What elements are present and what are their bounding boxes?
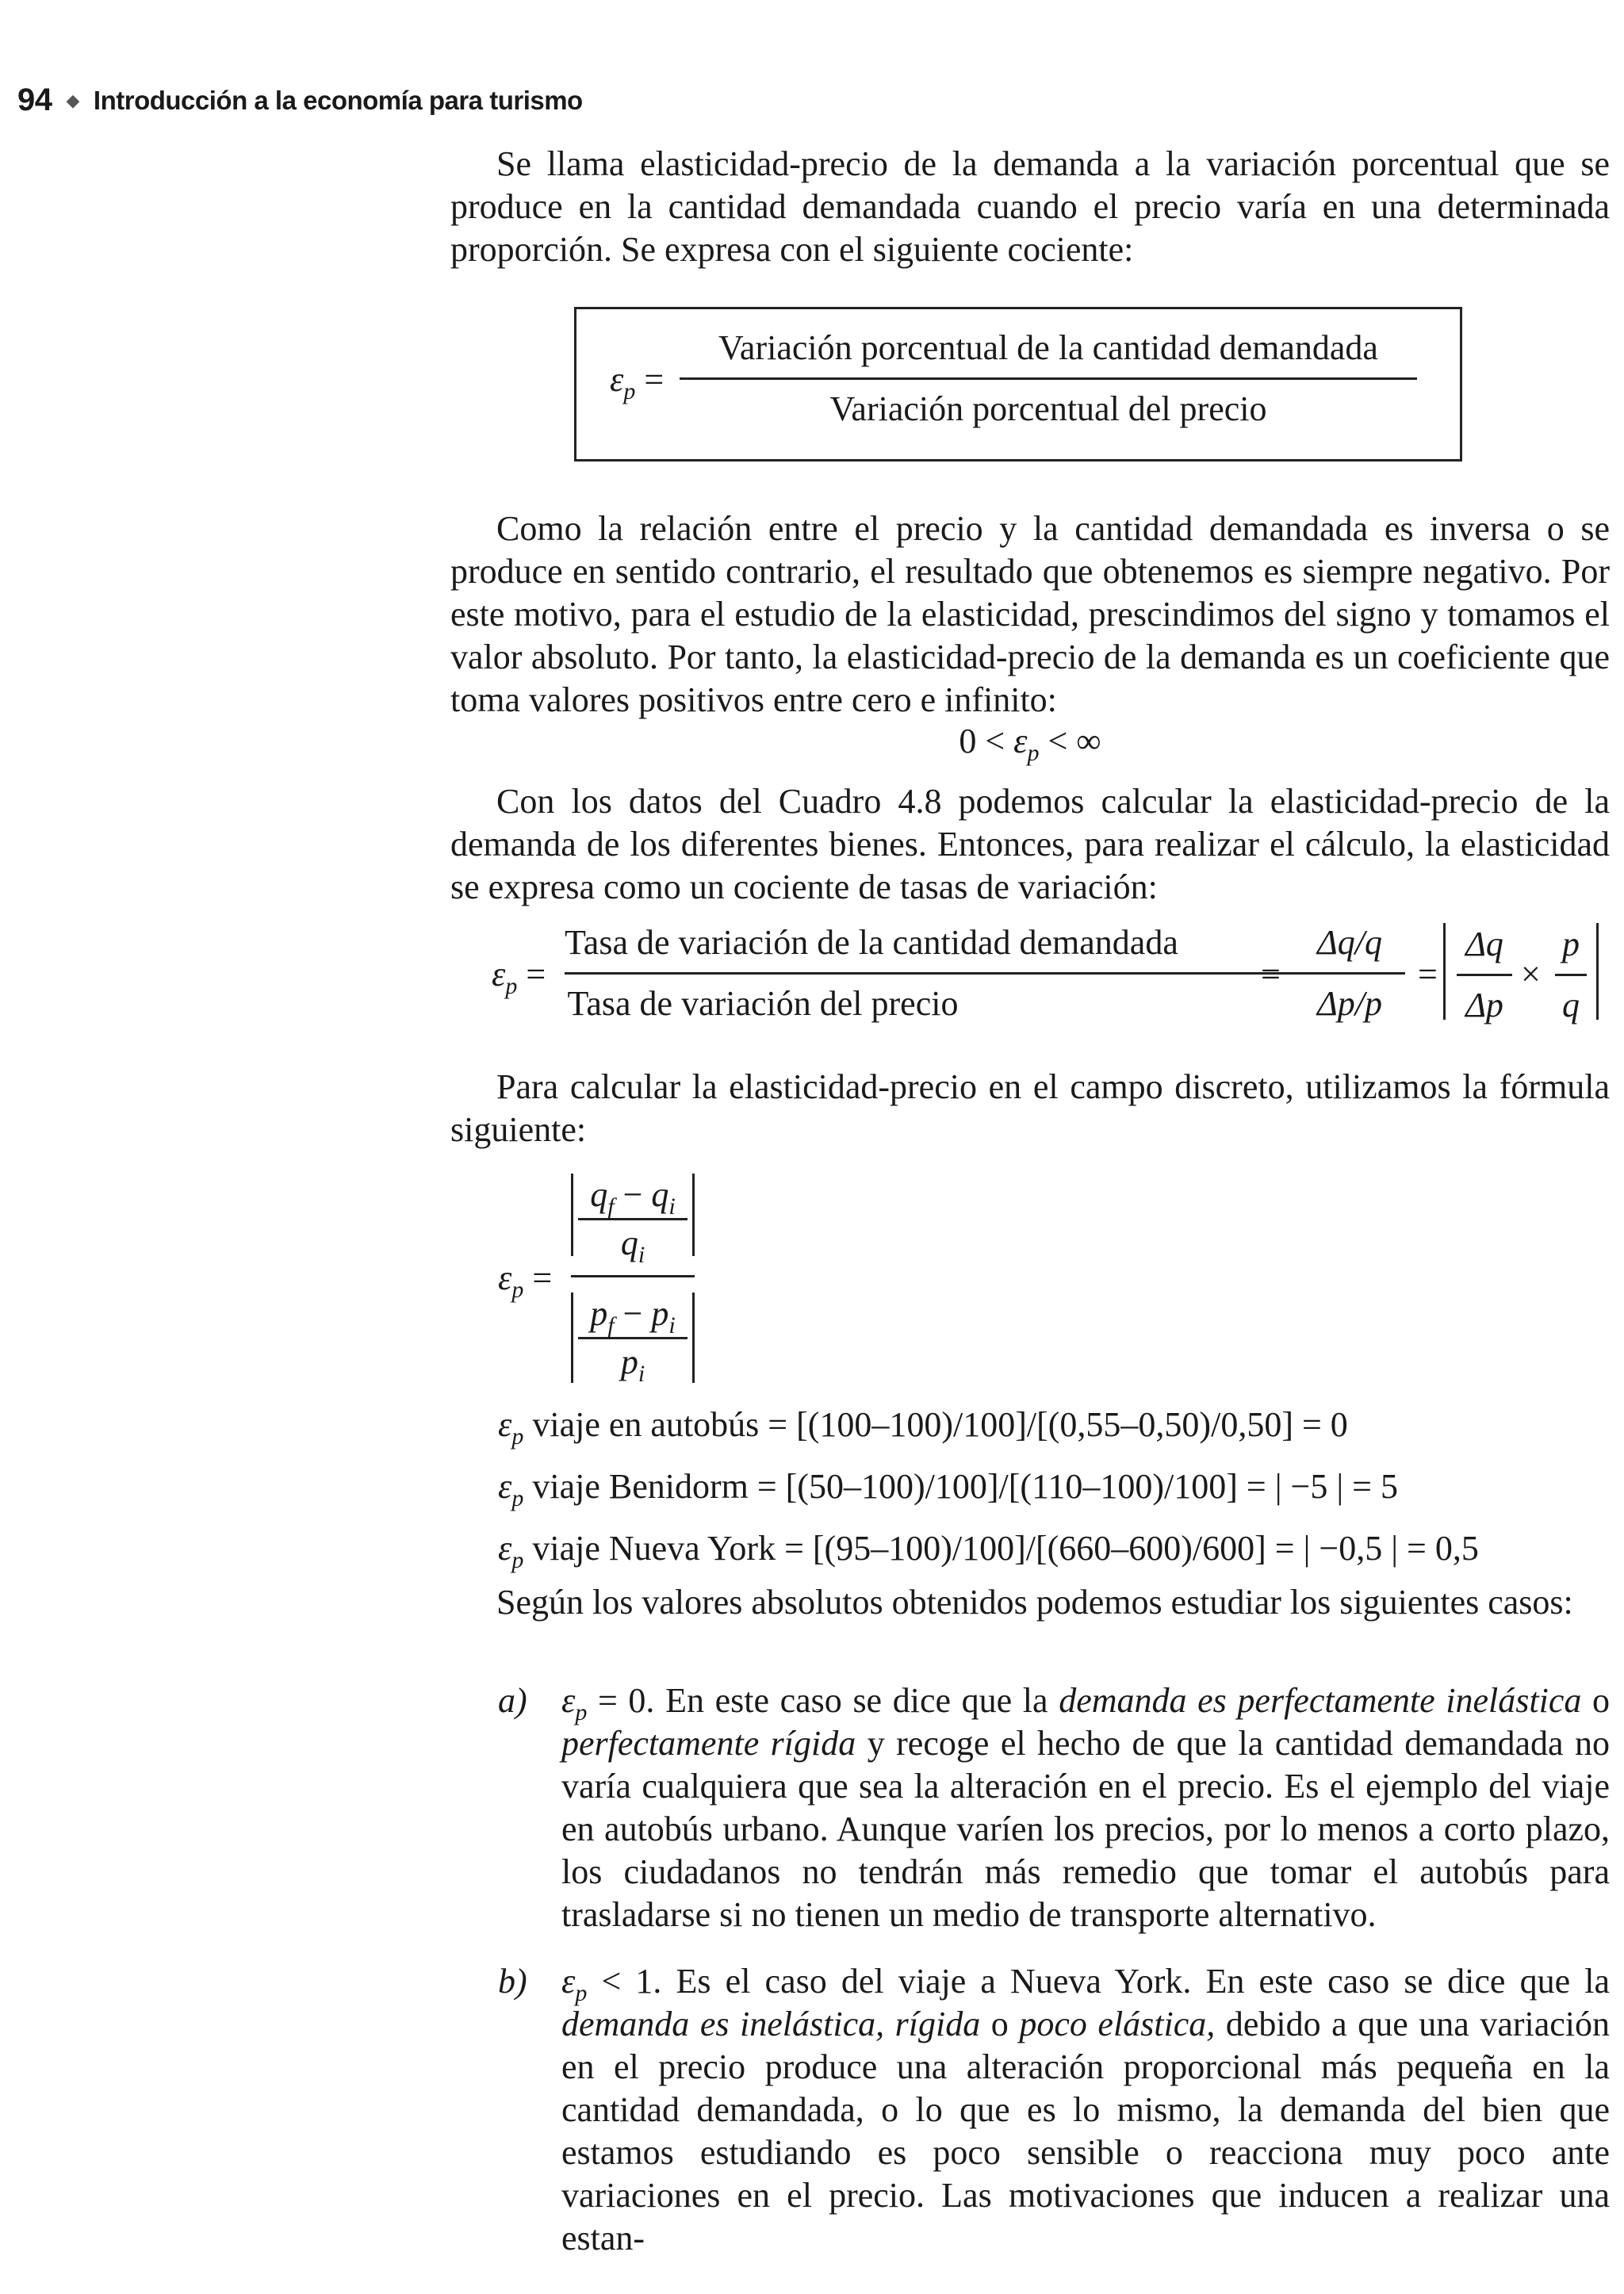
formula-box (574, 307, 1462, 461)
running-header (17, 82, 583, 118)
paragraph-text: Para calcular la elasticidad-precio en el campo discreto, utilizamos la fórmula siguiente: (450, 1067, 1610, 1149)
list-item: a) $\varepsilon_p = 0$. En este caso se dice que la demanda es perfectamente inelástica o perfectamente rígida y recoge el hecho de que la cantidad demandada no varía cualquiera que sea la alteración en el precio. Es el ejemplo del viaje en autobús urbano. Aunque varíen los precios, por lo menos a corto plazo, los ciudadanos no tendrán más remedio que tomar el autobús para trasladarse si no tienen un medio de transporte alternativo. (498, 1681, 1611, 1934)
calculations (498, 1404, 1608, 1573)
dq-over-dp: Δq/q Δp/p (1294, 921, 1405, 1025)
paragraph-cases (450, 1581, 1610, 1624)
paragraph-text: Como la relación entre el precio y la cantidad demandada es inversa o se produce en sentido contrario, el resultado que obtenemos es siempre negativo. Por este motivo, para el estudio de la elasticidad, prescindimos del signo y tomamos el valor absoluto. Por tanto, la elasticidad-precio de la demanda es un coeficiente que toma valores positivos entre cero e infinito: (450, 509, 1610, 719)
page-number: 94 (17, 82, 52, 117)
diamond-icon: ◆ (66, 90, 79, 110)
book-title: Introducción a la economía para turismo (93, 85, 583, 115)
case-list (498, 1679, 1610, 2260)
paragraph-text: Con los datos del Cuadro 4.8 podemos calcular la elasticidad-precio de la demanda de los diferentes bienes. Entonces, para realizar el cálculo, la elasticidad se expresa como un cociente de tasas de variación: (450, 782, 1610, 906)
paragraph-text: Según los valores absolutos obtenidos podemos estudiar los siguientes casos: (496, 1583, 1573, 1622)
calc-benidorm: $\varepsilon_p$ viaje Benidorm = [(50–100)/100]/[(110–100)/100] = | −5 | = 5 (498, 1467, 1398, 1511)
paragraph-text: Se llama elasticidad-precio de la demanda a la variación porcentual que se produce en la cantidad demandada cuando el precio varía en una determinada proporción. Se expresa con el siguiente cociente: (450, 144, 1610, 269)
paragraph-rates (450, 780, 1610, 909)
quantity-abs: $q_f - q_i$ $q_i$ (571, 1174, 695, 1256)
range-expression: $0 < \varepsilon_p$ < ∞ (959, 722, 1101, 766)
rates-fraction: Tasa de variación de la cantidad demandada Tasa de variación del precio (565, 921, 961, 1025)
formula-discrete: $\varepsilon_p$ = $q_f - q_i$ $q_i$ $p_f - p_i$ $p_i$ (498, 1174, 704, 1388)
formula-numerator: Variación porcentual de la cantidad demandada (718, 328, 1378, 367)
price-abs: $p_f - p_i$ $p_i$ (571, 1293, 695, 1383)
list-item: b) $\varepsilon_p < 1$. Es el caso del viaje a Nueva York. En este caso se dice que la demanda es inelástica, rígida o poco elástica, debido a que una variación en el precio produce una alteración proporcional más pequeña en la cantidad demandada, o lo que es lo mismo, la demanda del bien que estamos estudiando es poco sensible o reacciona muy poco ante variaciones en el precio. Las motivaciones que inducen a realizar una estan- (498, 1962, 1611, 2258)
absolute-value: Δq Δp × p q (1443, 923, 1599, 1020)
paragraph-discrete (450, 1066, 1610, 1151)
formula-lhs: $\varepsilon_p$ = (610, 360, 665, 404)
paragraph-definition (450, 143, 1610, 271)
paragraph-sign (450, 507, 1610, 722)
fraction-bar (680, 377, 1417, 380)
formula-denominator: Variación porcentual del precio (829, 389, 1267, 428)
calc-newyork: $\varepsilon_p$ viaje Nueva York = [(95–100)/100]/[(660–600)/600] = | −0,5 | = 0,5 (498, 1529, 1479, 1573)
calc-bus: $\varepsilon_p$ viaje en autobús = [(100–100)/100]/[(0,55–0,50)/0,50] = 0 (498, 1405, 1348, 1450)
formula-fraction (680, 327, 1417, 431)
main-fraction-bar (571, 1275, 695, 1277)
